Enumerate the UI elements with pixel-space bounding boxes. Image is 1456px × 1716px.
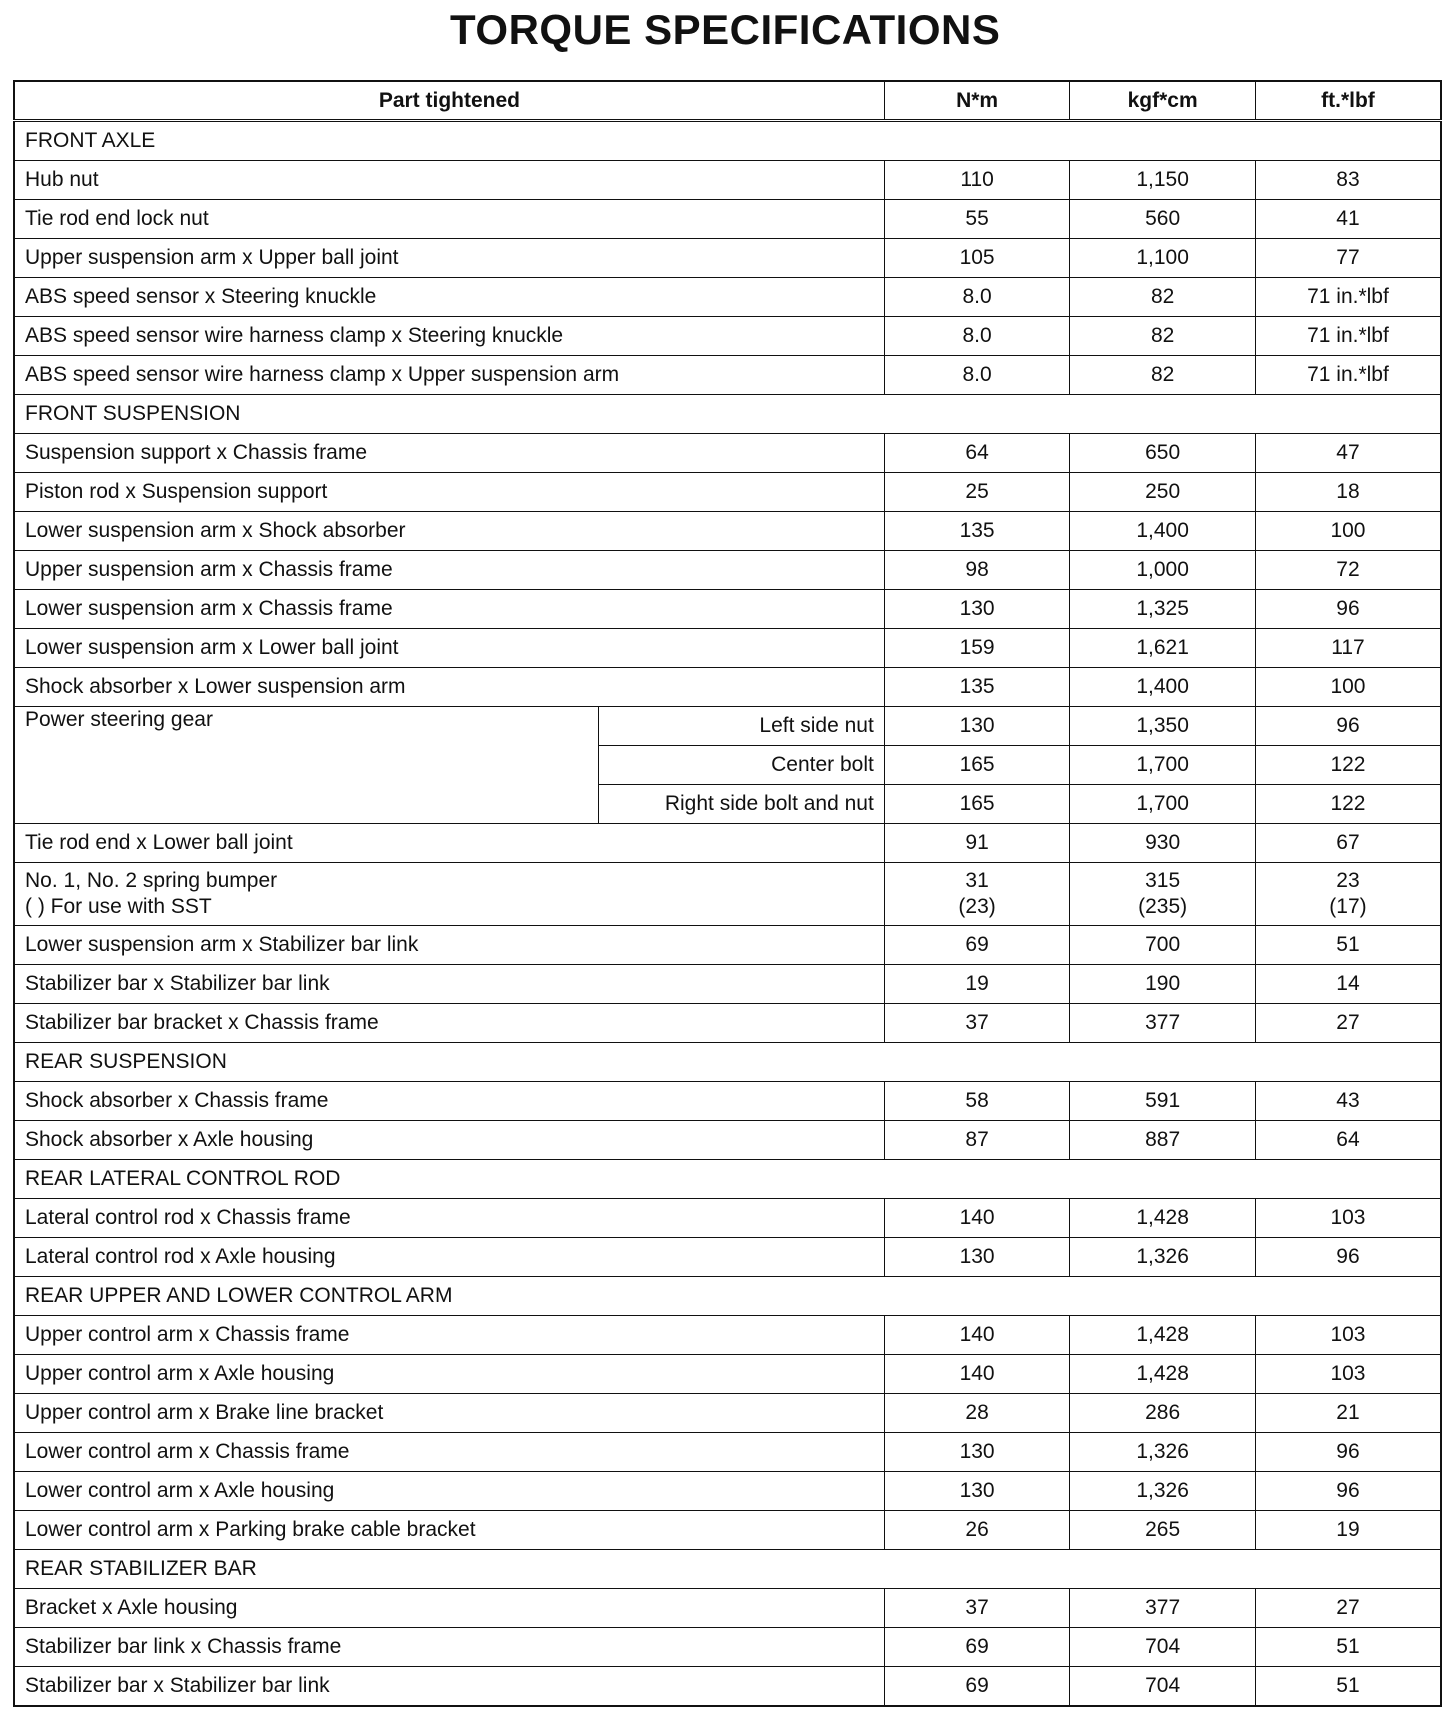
section-header — [14, 1277, 1441, 1316]
part-cell: ABS speed sensor wire harness clamp x Steering knuckle — [14, 317, 884, 356]
ftlbf-cell: 100 — [1255, 512, 1441, 551]
kgf-cell: 1,150 — [1070, 161, 1256, 200]
kgf-cell: 704 — [1070, 1667, 1256, 1707]
kgf-cell: 1,325 — [1070, 590, 1256, 629]
table-row — [14, 551, 1441, 590]
nm-cell: 130 — [884, 1433, 1070, 1472]
part-cell: Lower control arm x Chassis frame — [14, 1433, 884, 1472]
ftlbf-cell: 47 — [1255, 434, 1441, 473]
table-row — [14, 1472, 1441, 1511]
nm-cell: 91 — [884, 824, 1070, 863]
ftlbf-cell: 100 — [1255, 668, 1441, 707]
nm-cell: 55 — [884, 200, 1070, 239]
kgf-cell: 1,326 — [1070, 1238, 1256, 1277]
nm-cell: 130 — [884, 707, 1070, 746]
ftlbf-cell: 18 — [1255, 473, 1441, 512]
part-cell: Lower suspension arm x Stabilizer bar link — [14, 926, 884, 965]
nm-cell: 69 — [884, 1628, 1070, 1667]
kgf-cell: 82 — [1070, 278, 1256, 317]
kgf-cell: 286 — [1070, 1394, 1256, 1433]
part-cell: No. 1, No. 2 spring bumper ( ) For use with SST — [14, 863, 884, 926]
part-cell: Shock absorber x Axle housing — [14, 1121, 884, 1160]
kgf-cell: 1,400 — [1070, 668, 1256, 707]
kgf-cell: 704 — [1070, 1628, 1256, 1667]
table-row — [14, 965, 1441, 1004]
nm-cell: 28 — [884, 1394, 1070, 1433]
table-row — [14, 863, 1441, 926]
nm-cell: 165 — [884, 746, 1070, 785]
part-cell: Lower control arm x Axle housing — [14, 1472, 884, 1511]
section-title: REAR SUSPENSION — [14, 1043, 1441, 1082]
ftlbf-cell: 71 in.*lbf — [1255, 278, 1441, 317]
part-cell: Lateral control rod x Axle housing — [14, 1238, 884, 1277]
nm-cell: 140 — [884, 1355, 1070, 1394]
nm-cell: 135 — [884, 512, 1070, 551]
ftlbf-cell: 51 — [1255, 1628, 1441, 1667]
section-header — [14, 395, 1441, 434]
kgf-cell: 1,621 — [1070, 629, 1256, 668]
ftlbf-cell: 96 — [1255, 590, 1441, 629]
col-header-part: Part tightened — [14, 81, 884, 121]
table-body — [14, 121, 1441, 1707]
table-row — [14, 1082, 1441, 1121]
table-row — [14, 1628, 1441, 1667]
nm-cell: 140 — [884, 1316, 1070, 1355]
ftlbf-cell: 96 — [1255, 1238, 1441, 1277]
nm-cell: 37 — [884, 1589, 1070, 1628]
part-cell: Tie rod end x Lower ball joint — [14, 824, 884, 863]
part-cell: Lower control arm x Parking brake cable bracket — [14, 1511, 884, 1550]
section-header — [14, 1160, 1441, 1199]
nm-cell: 105 — [884, 239, 1070, 278]
ftlbf-cell: 21 — [1255, 1394, 1441, 1433]
ftlbf-cell: 96 — [1255, 1433, 1441, 1472]
part-cell: Lower suspension arm x Shock absorber — [14, 512, 884, 551]
nm-cell: 25 — [884, 473, 1070, 512]
nm-cell: 26 — [884, 1511, 1070, 1550]
part-cell: Power steering gear — [14, 707, 598, 824]
table-row — [14, 356, 1441, 395]
table-row — [14, 278, 1441, 317]
part-cell: Shock absorber x Lower suspension arm — [14, 668, 884, 707]
part-cell: Upper control arm x Chassis frame — [14, 1316, 884, 1355]
nm-cell: 19 — [884, 965, 1070, 1004]
ftlbf-cell: 51 — [1255, 926, 1441, 965]
part-cell: Stabilizer bar x Stabilizer bar link — [14, 965, 884, 1004]
nm-cell: 130 — [884, 1472, 1070, 1511]
table-row — [14, 1121, 1441, 1160]
part-cell: Shock absorber x Chassis frame — [14, 1082, 884, 1121]
header-row — [14, 81, 1441, 121]
part-cell: Bracket x Axle housing — [14, 1589, 884, 1628]
part-cell: ABS speed sensor wire harness clamp x Upper suspension arm — [14, 356, 884, 395]
nm-cell: 37 — [884, 1004, 1070, 1043]
ftlbf-cell: 27 — [1255, 1004, 1441, 1043]
nm-cell: 69 — [884, 926, 1070, 965]
ftlbf-cell: 77 — [1255, 239, 1441, 278]
section-title: REAR UPPER AND LOWER CONTROL ARM — [14, 1277, 1441, 1316]
nm-cell: 140 — [884, 1199, 1070, 1238]
ftlbf-cell: 122 — [1255, 785, 1441, 824]
kgf-cell: 650 — [1070, 434, 1256, 473]
nm-cell: 135 — [884, 668, 1070, 707]
table-row — [14, 926, 1441, 965]
ftlbf-cell: 14 — [1255, 965, 1441, 1004]
kgf-cell: 1,428 — [1070, 1316, 1256, 1355]
table-row — [14, 473, 1441, 512]
kgf-cell: 1,326 — [1070, 1433, 1256, 1472]
page-title: TORQUE SPECIFICATIONS — [450, 6, 1001, 53]
ftlbf-cell: 43 — [1255, 1082, 1441, 1121]
kgf-cell: 887 — [1070, 1121, 1256, 1160]
ftlbf-cell: 117 — [1255, 629, 1441, 668]
ftlbf-cell: 41 — [1255, 200, 1441, 239]
nm-cell: 8.0 — [884, 317, 1070, 356]
ftlbf-cell: 23 (17) — [1255, 863, 1441, 926]
kgf-cell: 190 — [1070, 965, 1256, 1004]
ftlbf-cell: 122 — [1255, 746, 1441, 785]
kgf-cell: 560 — [1070, 200, 1256, 239]
table-row — [14, 239, 1441, 278]
kgf-cell: 1,428 — [1070, 1199, 1256, 1238]
torque-spec-table — [13, 80, 1442, 1707]
table-row — [14, 317, 1441, 356]
section-header — [14, 121, 1441, 161]
ftlbf-cell: 67 — [1255, 824, 1441, 863]
table-row — [14, 1238, 1441, 1277]
table-row — [14, 1433, 1441, 1472]
part-cell: ABS speed sensor x Steering knuckle — [14, 278, 884, 317]
sub-part-cell: Left side nut — [598, 707, 884, 746]
ftlbf-cell: 103 — [1255, 1355, 1441, 1394]
part-cell: Lateral control rod x Chassis frame — [14, 1199, 884, 1238]
kgf-cell: 315 (235) — [1070, 863, 1256, 926]
nm-cell: 98 — [884, 551, 1070, 590]
kgf-cell: 591 — [1070, 1082, 1256, 1121]
section-header — [14, 1043, 1441, 1082]
ftlbf-cell: 72 — [1255, 551, 1441, 590]
ftlbf-cell: 96 — [1255, 1472, 1441, 1511]
table-row — [14, 512, 1441, 551]
kgf-cell: 1,700 — [1070, 785, 1256, 824]
table-row — [14, 824, 1441, 863]
col-header-ftlbf: ft.*lbf — [1255, 81, 1441, 121]
nm-cell: 87 — [884, 1121, 1070, 1160]
nm-cell: 110 — [884, 161, 1070, 200]
ftlbf-cell: 103 — [1255, 1316, 1441, 1355]
nm-cell: 165 — [884, 785, 1070, 824]
part-cell: Upper suspension arm x Upper ball joint — [14, 239, 884, 278]
kgf-cell: 1,700 — [1070, 746, 1256, 785]
part-cell: Lower suspension arm x Chassis frame — [14, 590, 884, 629]
table-row — [14, 1199, 1441, 1238]
kgf-cell: 82 — [1070, 317, 1256, 356]
table-row — [14, 1316, 1441, 1355]
ftlbf-cell: 103 — [1255, 1199, 1441, 1238]
table-row — [14, 1667, 1441, 1707]
ftlbf-cell: 64 — [1255, 1121, 1441, 1160]
kgf-cell: 700 — [1070, 926, 1256, 965]
ftlbf-cell: 27 — [1255, 1589, 1441, 1628]
part-cell: Stabilizer bar link x Chassis frame — [14, 1628, 884, 1667]
nm-cell: 8.0 — [884, 278, 1070, 317]
part-cell: Upper control arm x Brake line bracket — [14, 1394, 884, 1433]
part-cell: Upper suspension arm x Chassis frame — [14, 551, 884, 590]
col-header-nm: N*m — [884, 81, 1070, 121]
ftlbf-cell: 96 — [1255, 707, 1441, 746]
nm-cell: 159 — [884, 629, 1070, 668]
nm-cell: 31 (23) — [884, 863, 1070, 926]
nm-cell: 69 — [884, 1667, 1070, 1707]
table-row — [14, 590, 1441, 629]
ftlbf-cell: 71 in.*lbf — [1255, 317, 1441, 356]
table-row — [14, 1394, 1441, 1433]
kgf-cell: 377 — [1070, 1004, 1256, 1043]
section-title: FRONT SUSPENSION — [14, 395, 1441, 434]
table-row — [14, 200, 1441, 239]
table-row — [14, 668, 1441, 707]
part-cell: Stabilizer bar x Stabilizer bar link — [14, 1667, 884, 1707]
kgf-cell: 1,400 — [1070, 512, 1256, 551]
part-cell: Hub nut — [14, 161, 884, 200]
section-title: REAR LATERAL CONTROL ROD — [14, 1160, 1441, 1199]
kgf-cell: 377 — [1070, 1589, 1256, 1628]
sub-part-cell: Right side bolt and nut — [598, 785, 884, 824]
table-row — [14, 161, 1441, 200]
kgf-cell: 1,350 — [1070, 707, 1256, 746]
section-title: REAR STABILIZER BAR — [14, 1550, 1441, 1589]
kgf-cell: 250 — [1070, 473, 1256, 512]
kgf-cell: 1,326 — [1070, 1472, 1256, 1511]
nm-cell: 64 — [884, 434, 1070, 473]
section-title: FRONT AXLE — [14, 121, 1441, 161]
ftlbf-cell: 83 — [1255, 161, 1441, 200]
sub-part-cell: Center bolt — [598, 746, 884, 785]
table-row — [14, 1511, 1441, 1550]
ftlbf-cell: 51 — [1255, 1667, 1441, 1707]
part-cell: Piston rod x Suspension support — [14, 473, 884, 512]
ftlbf-cell: 19 — [1255, 1511, 1441, 1550]
table-row — [14, 1589, 1441, 1628]
part-cell: Upper control arm x Axle housing — [14, 1355, 884, 1394]
kgf-cell: 265 — [1070, 1511, 1256, 1550]
col-header-kgf: kgf*cm — [1070, 81, 1256, 121]
table-row — [14, 629, 1441, 668]
table-row — [14, 1355, 1441, 1394]
kgf-cell: 1,100 — [1070, 239, 1256, 278]
kgf-cell: 930 — [1070, 824, 1256, 863]
nm-cell: 58 — [884, 1082, 1070, 1121]
table-row — [14, 434, 1441, 473]
ftlbf-cell: 71 in.*lbf — [1255, 356, 1441, 395]
part-cell: Tie rod end lock nut — [14, 200, 884, 239]
part-cell: Lower suspension arm x Lower ball joint — [14, 629, 884, 668]
part-cell: Suspension support x Chassis frame — [14, 434, 884, 473]
table-row — [14, 707, 1441, 746]
section-header — [14, 1550, 1441, 1589]
nm-cell: 130 — [884, 590, 1070, 629]
kgf-cell: 1,000 — [1070, 551, 1256, 590]
nm-cell: 130 — [884, 1238, 1070, 1277]
table-row — [14, 1004, 1441, 1043]
kgf-cell: 82 — [1070, 356, 1256, 395]
kgf-cell: 1,428 — [1070, 1355, 1256, 1394]
nm-cell: 8.0 — [884, 356, 1070, 395]
part-cell: Stabilizer bar bracket x Chassis frame — [14, 1004, 884, 1043]
